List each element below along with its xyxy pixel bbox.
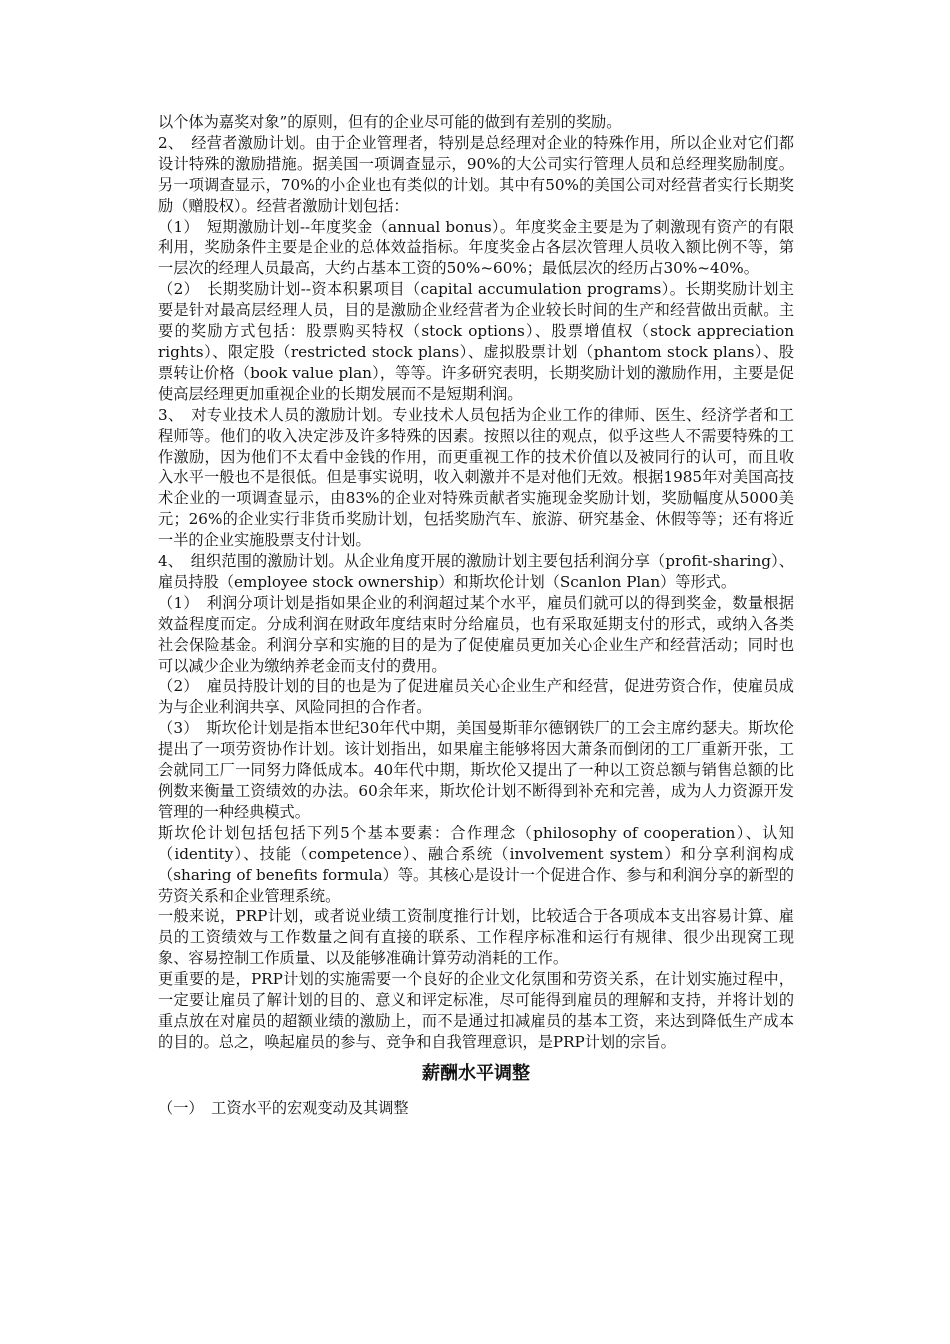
section-heading: 薪酬水平调整: [422, 1062, 530, 1084]
paragraph-prp-suitability: 一般来说，PRP计划，或者说业绩工资制度推行计划，比较适合于各项成本支出容易计算、雇员的工资绩效与工作数量之间有直接的联系、工作程序标准和运行有规律、很少出现窝工现象、容易控制工作质量、以及能够准确计算劳动消耗的工作。: [158, 907, 794, 968]
paragraph-scanlon-elements: 斯坎伦计划包括包括下列5个基本要素：合作理念（philosophy of cooperation）、认知（identity）、技能（competence）、融合系统（involvement system）和分享利润构成（sharing of benefits formula）等。其核心是设计一个促进合作、参与和利润分享的新型的劳资关系和企业管理系统。: [158, 823, 794, 905]
document-page: [158, 112, 794, 1119]
subsection-heading: （一） 工资水平的宏观变动及其调整: [158, 1098, 409, 1117]
paragraph-short-term-incentive: （1） 短期激励计划--年度奖金（annual bonus）。年度奖金主要是为了刺激现有资产的有限利用，奖励条件主要是企业的总体效益指标。年度奖金占各层次管理人员收入额比例不等，第一层次的经理人员最高，大约占基本工资的50%~60%；最低层次的经历占30%~40%。: [158, 217, 794, 278]
paragraph-intro-continuation: 以个体为嘉奖对象”的原则，但有的企业尽可能的做到有差别的奖励。: [158, 113, 622, 131]
paragraph-profit-sharing: （1） 利润分项计划是指如果企业的利润超过某个水平，雇员们就可以的得到奖金，数量根据效益程度而定。分成利润在财政年度结束时分给雇员，也有采取延期支付的形式，或纳入各类社会保险基金。利润分享和实施的目的是为了促使雇员更加关心企业生产和经营活动；同时也可以减少企业为缴纳养老金而支付的费用。: [158, 593, 794, 675]
paragraph-employee-stock: （2） 雇员持股计划的目的也是为了促进雇员关心企业生产和经营，促进劳资合作，使雇员成为与企业利润共享、风险同担的合作者。: [158, 677, 794, 717]
paragraph-long-term-incentive: （2） 长期奖励计划--资本积累项目（capital accumulation programs）。长期奖励计划主要是针对最高层经理人员，目的是激励企业经营者为企业较长时间的生产和经营做出贡献。主要的奖励方式包括：股票购买特权（stock options）、股票增值权（stock appreciation rights）、限定股（restricted stock plans）、虚拟股票计划（phantom stock plans）、股票转让价格（book value plan），等等。许多研究表明，长期奖励计划的激励作用，主要是促使高层经理更加重视企业的长期发展而不是短期利润。: [158, 280, 794, 403]
paragraph-professional-incentive: 3、 对专业技术人员的激励计划。专业技术人员包括为企业工作的律师、医生、经济学者和工程师等。他们的收入决定涉及许多特殊的因素。按照以往的观点，似乎这些人不需要特殊的工作激励，因为他们不太看中金钱的作用，而更重视工作的技术价值以及被同行的认可，而且收入水平一般也不是很低。但是事实说明，收入刺激并不是对他们无效。根据1985年对美国高技术企业的一项调查显示，由83%的企业对特殊贡献者实施现金奖励计划，奖励幅度从5000美元；26%的企业实行非货币奖励计划，包括奖励汽车、旅游、研究基金、休假等等；还有将近一半的企业实施股票支付计划。: [158, 405, 794, 550]
paragraph-organization-incentive: 4、 组织范围的激励计划。从企业角度开展的激励计划主要包括利润分享（profit-sharing）、雇员持股（employee stock ownership）和斯坎伦计划（Scanlon Plan）等形式。: [158, 552, 794, 591]
paragraph-scanlon-plan: （3） 斯坎伦计划是指本世纪30年代中期，美国曼斯菲尔德钢铁厂的工会主席约瑟夫。斯坎伦提出了一项劳资协作计划。该计划指出，如果雇主能够将因大萧条而倒闭的工厂重新开张，工会就同工厂一同努力降低成本。40年代中期，斯坎伦又提出了一种以工资总额与销售总额的比例数来衡量工资绩效的办法。60余年来，斯坎伦计划不断得到补充和完善，成为人力资源开发管理的一种经典模式。: [158, 719, 794, 821]
paragraph-prp-implementation: 更重要的是，PRP计划的实施需要一个良好的企业文化氛围和劳资关系，在计划实施过程中，一定要让雇员了解计划的目的、意义和评定标准，尽可能得到雇员的理解和支持，并将计划的重点放在对雇员的超额业绩的激励上，而不是通过扣减雇员的基本工资，来达到降低生产成本的目的。总之，唤起雇员的参与、竞争和自我管理意识，是PRP计划的宗旨。: [158, 970, 794, 1051]
paragraph-executive-incentive: 2、 经营者激励计划。由于企业管理者，特别是总经理对企业的特殊作用，所以企业对它们都设计特殊的激励措施。据美国一项调查显示，90%的大公司实行管理人员和总经理奖励制度。另一项调查显示，70%的小企业也有类似的计划。其中有50%的美国公司对经营者实行长期奖励（赠股权）。经营者激励计划包括：: [158, 133, 794, 215]
